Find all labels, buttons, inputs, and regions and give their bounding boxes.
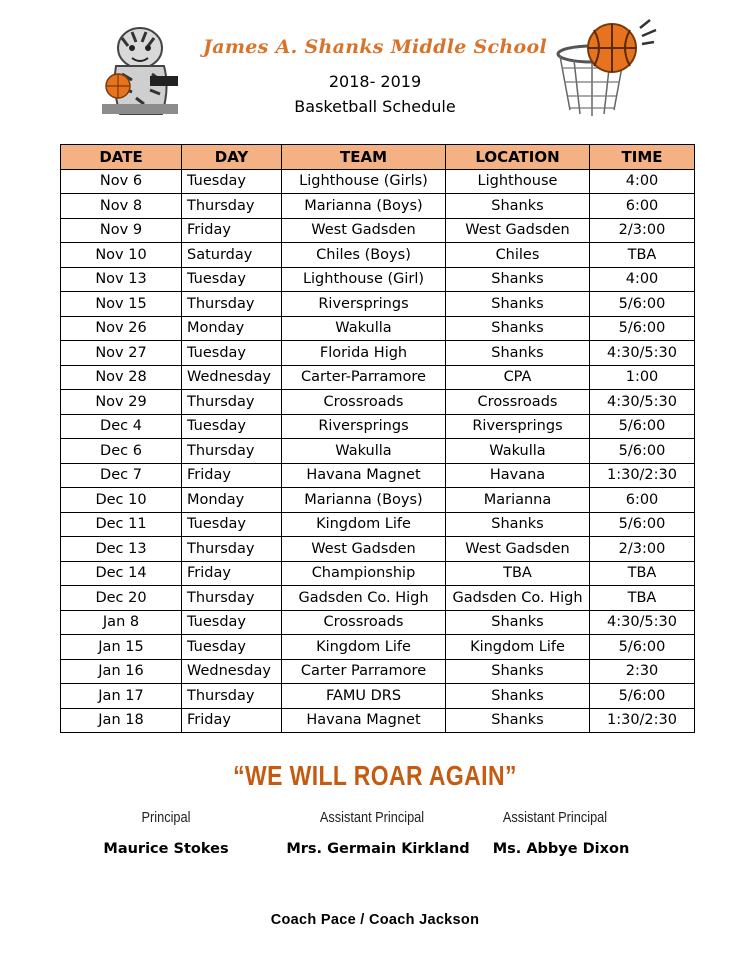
time-cell: 4:30/5:30 [590,341,695,366]
location-cell: Marianna [446,488,590,513]
date-cell: Dec 13 [61,537,182,562]
table-row [61,488,695,513]
school-name: James A. Shanks Middle School [202,36,548,58]
team-cell: Carter Parramore [282,659,446,684]
day-cell: Tuesday [182,610,282,635]
time-cell: 4:30/5:30 [590,610,695,635]
team-cell: Marianna (Boys) [282,194,446,219]
table-row [61,365,695,390]
date-cell: Nov 9 [61,218,182,243]
time-cell: 5/6:00 [590,684,695,709]
page-title: Basketball Schedule [294,97,456,116]
location-cell: Shanks [446,267,590,292]
table-row [61,243,695,268]
day-cell: Tuesday [182,341,282,366]
location-cell: Havana [446,463,590,488]
time-cell: 1:30/2:30 [590,463,695,488]
location-cell: Shanks [446,512,590,537]
principal-name: Maurice Stokes [103,841,229,857]
column-header-time: TIME [590,145,695,170]
date-cell: Jan 18 [61,708,182,733]
table-row [61,659,695,684]
date-cell: Jan 17 [61,684,182,709]
time-cell: 4:00 [590,267,695,292]
location-cell: Shanks [446,194,590,219]
principal-role: Principal [141,809,191,826]
column-header-date: DATE [61,145,182,170]
date-cell: Nov 8 [61,194,182,219]
table-row [61,169,695,194]
assistant-principal-name-2: Ms. Abbye Dixon [492,841,630,857]
day-cell: Thursday [182,390,282,415]
date-cell: Jan 8 [61,610,182,635]
team-cell: Gadsden Co. High [282,586,446,611]
day-cell: Thursday [182,194,282,219]
date-cell: Dec 7 [61,463,182,488]
time-cell: 6:00 [590,488,695,513]
location-cell: TBA [446,561,590,586]
tiger-mascot-logo [92,18,188,118]
time-cell: TBA [590,561,695,586]
team-cell: Carter-Parramore [282,365,446,390]
date-cell: Nov 29 [61,390,182,415]
location-cell: Shanks [446,316,590,341]
day-cell: Friday [182,463,282,488]
day-cell: Wednesday [182,659,282,684]
location-cell: CPA [446,365,590,390]
location-cell: Shanks [446,708,590,733]
day-cell: Tuesday [182,169,282,194]
time-cell: TBA [590,586,695,611]
team-cell: Florida High [282,341,446,366]
table-row [61,463,695,488]
team-cell: Marianna (Boys) [282,488,446,513]
date-cell: Jan 15 [61,635,182,660]
table-row [61,341,695,366]
column-header-location: LOCATION [446,145,590,170]
table-row [61,537,695,562]
location-cell: Wakulla [446,439,590,464]
location-cell: Kingdom Life [446,635,590,660]
table-row [61,316,695,341]
location-cell: Shanks [446,341,590,366]
date-cell: Nov 27 [61,341,182,366]
date-cell: Nov 10 [61,243,182,268]
day-cell: Thursday [182,586,282,611]
assistant-principal-role-2: Assistant Principal [502,809,608,826]
time-cell: 5/6:00 [590,414,695,439]
time-cell: 5/6:00 [590,635,695,660]
table-row [61,292,695,317]
time-cell: 5/6:00 [590,512,695,537]
day-cell: Thursday [182,684,282,709]
date-cell: Jan 16 [61,659,182,684]
time-cell: 6:00 [590,194,695,219]
location-cell: West Gadsden [446,537,590,562]
table-row [61,267,695,292]
day-cell: Thursday [182,537,282,562]
team-cell: Kingdom Life [282,512,446,537]
table-row [61,635,695,660]
location-cell: Shanks [446,610,590,635]
day-cell: Tuesday [182,512,282,537]
time-cell: 5/6:00 [590,439,695,464]
day-cell: Tuesday [182,414,282,439]
date-cell: Dec 11 [61,512,182,537]
table-row [61,708,695,733]
column-header-team: TEAM [282,145,446,170]
slogan: “WE WILL ROAR AGAIN” [233,760,517,791]
table-row [61,512,695,537]
table-row [61,561,695,586]
schedule-table [60,144,695,733]
table-row [61,684,695,709]
table-row [61,414,695,439]
location-cell: West Gadsden [446,218,590,243]
column-header-day: DAY [182,145,282,170]
team-cell: FAMU DRS [282,684,446,709]
team-cell: West Gadsden [282,537,446,562]
team-cell: West Gadsden [282,218,446,243]
time-cell: TBA [590,243,695,268]
time-cell: 1:00 [590,365,695,390]
basketball-hoop-icon [552,18,664,120]
table-row [61,586,695,611]
day-cell: Saturday [182,243,282,268]
team-cell: Riversprings [282,414,446,439]
day-cell: Monday [182,316,282,341]
day-cell: Wednesday [182,365,282,390]
date-cell: Nov 28 [61,365,182,390]
coaches: Coach Pace / Coach Jackson [270,912,480,928]
table-row [61,218,695,243]
time-cell: 4:00 [590,169,695,194]
time-cell: 2:30 [590,659,695,684]
location-cell: Shanks [446,292,590,317]
location-cell: Lighthouse [446,169,590,194]
team-cell: Crossroads [282,390,446,415]
season-year: 2018- 2019 [328,72,422,91]
day-cell: Thursday [182,439,282,464]
time-cell: 1:30/2:30 [590,708,695,733]
day-cell: Tuesday [182,635,282,660]
day-cell: Thursday [182,292,282,317]
team-cell: Crossroads [282,610,446,635]
time-cell: 4:30/5:30 [590,390,695,415]
day-cell: Monday [182,488,282,513]
team-cell: Wakulla [282,316,446,341]
table-row [61,439,695,464]
team-cell: Lighthouse (Girl) [282,267,446,292]
team-cell: Kingdom Life [282,635,446,660]
team-cell: Havana Magnet [282,463,446,488]
time-cell: 5/6:00 [590,292,695,317]
team-cell: Lighthouse (Girls) [282,169,446,194]
location-cell: Crossroads [446,390,590,415]
location-cell: Shanks [446,684,590,709]
team-cell: Championship [282,561,446,586]
day-cell: Friday [182,561,282,586]
day-cell: Friday [182,708,282,733]
table-row [61,610,695,635]
date-cell: Nov 13 [61,267,182,292]
time-cell: 5/6:00 [590,316,695,341]
location-cell: Shanks [446,659,590,684]
date-cell: Nov 6 [61,169,182,194]
team-cell: Chiles (Boys) [282,243,446,268]
team-cell: Havana Magnet [282,708,446,733]
table-row [61,390,695,415]
location-cell: Riversprings [446,414,590,439]
team-cell: Wakulla [282,439,446,464]
assistant-principal-role-1: Assistant Principal [319,809,425,826]
location-cell: Chiles [446,243,590,268]
table-header-row [61,145,695,170]
day-cell: Friday [182,218,282,243]
assistant-principal-name-1: Mrs. Germain Kirkland [286,841,470,857]
location-cell: Gadsden Co. High [446,586,590,611]
time-cell: 2/3:00 [590,218,695,243]
date-cell: Dec 4 [61,414,182,439]
date-cell: Dec 14 [61,561,182,586]
table-row [61,194,695,219]
date-cell: Dec 10 [61,488,182,513]
date-cell: Nov 15 [61,292,182,317]
day-cell: Tuesday [182,267,282,292]
date-cell: Nov 26 [61,316,182,341]
team-cell: Riversprings [282,292,446,317]
date-cell: Dec 6 [61,439,182,464]
date-cell: Dec 20 [61,586,182,611]
time-cell: 2/3:00 [590,537,695,562]
